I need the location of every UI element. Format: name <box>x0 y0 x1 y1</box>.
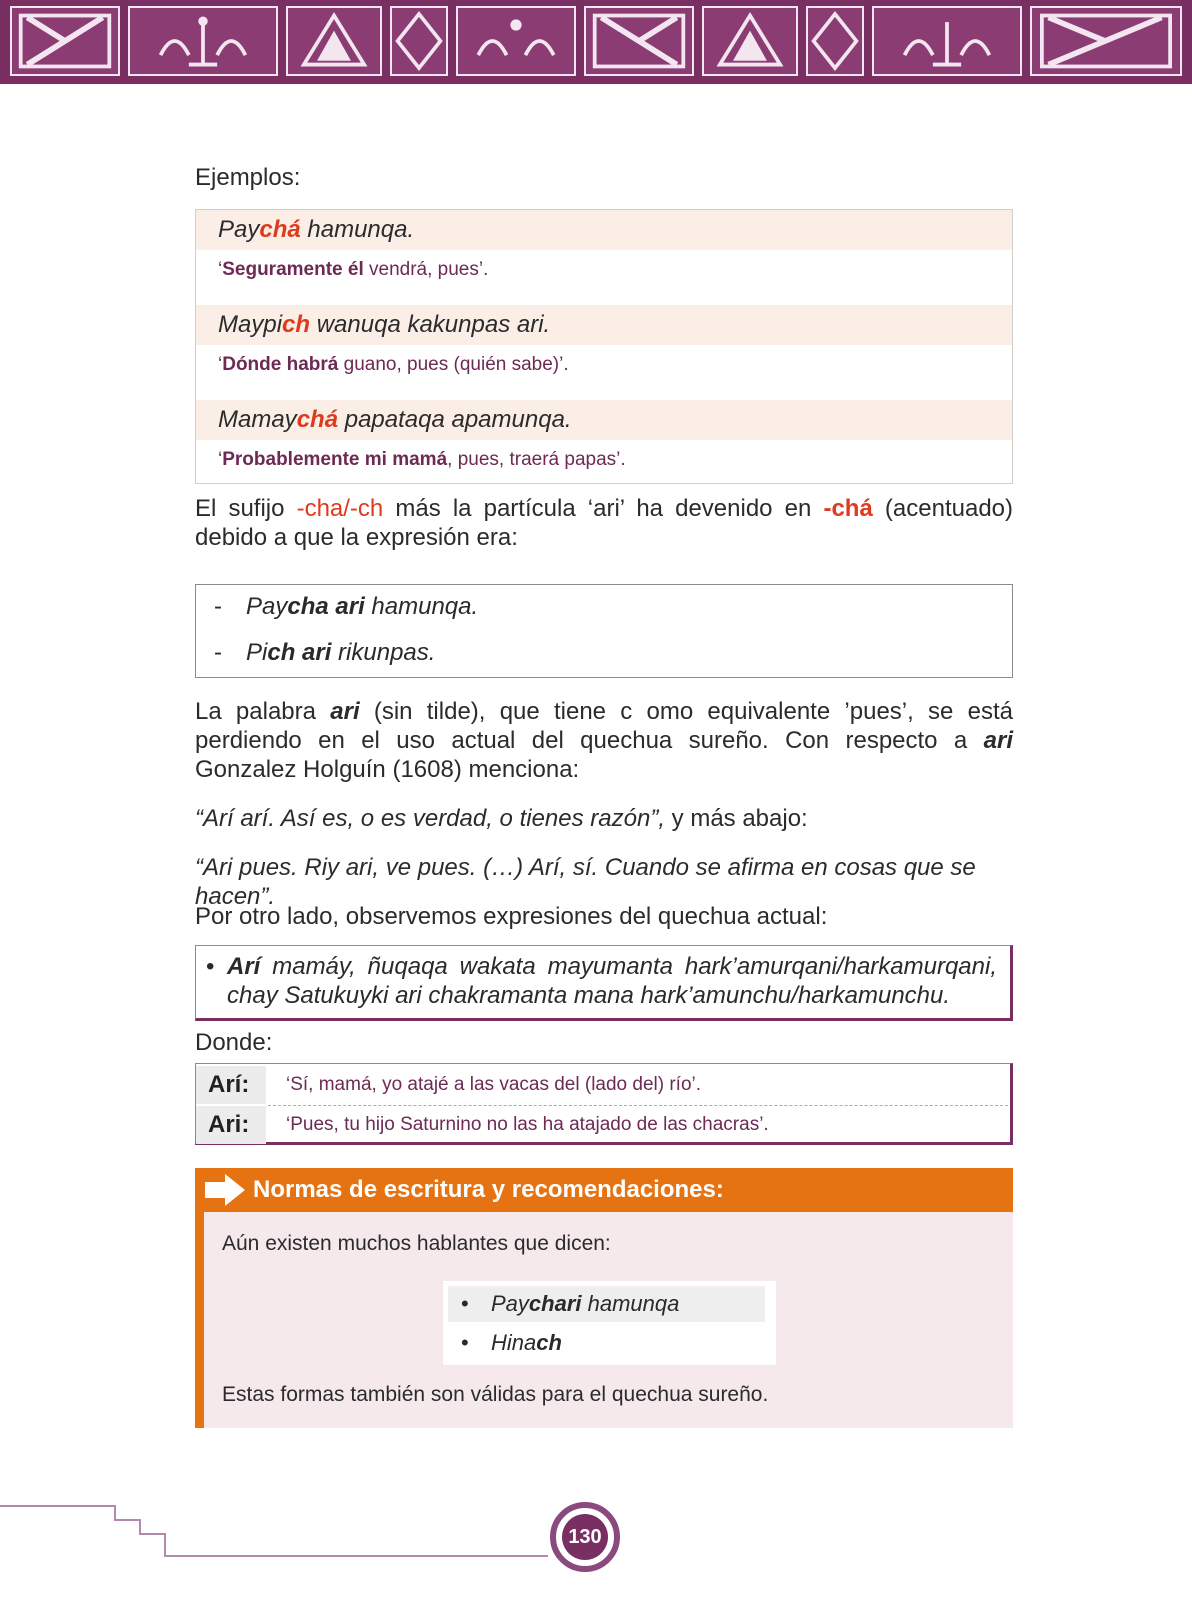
original-expression-box <box>195 584 1013 678</box>
list-item: • Hinach <box>461 1330 562 1355</box>
normas-closing: Estas formas también son válidas para el quechua sureño. <box>222 1383 769 1406</box>
list-item: - Paycha ari hamunqa. <box>214 593 479 620</box>
list-item: - Pich ari rikunpas. <box>214 639 436 666</box>
example-translation: ‘Dónde habrá guano, pues (quién sabe)’. <box>218 354 569 375</box>
quote-2: “Ari pues. Riy ari, ve pues. (…) Arí, sí. Cuando se afirma en cosas que se hacen”. <box>195 854 976 910</box>
paragraph-current: Por otro lado, observemos expresiones del quechua actual: <box>195 903 828 930</box>
example-quechua: Paychá hamunqa. <box>196 210 1012 250</box>
pattern-tile <box>806 6 864 76</box>
example-translation: ‘Seguramente él vendrá, pues’. <box>218 259 489 280</box>
definition-meaning: ‘Sí, mamá, yo atajé a las vacas del (lado del) río’. <box>286 1074 702 1095</box>
normas-examples-box <box>443 1281 776 1365</box>
arrow-right-icon <box>203 1172 247 1208</box>
paragraph-suffix: El sufijo -cha/-ch más la partícula ‘ari’ ha devenido en -chá (acentuado) debido a que la expresión era: <box>195 495 1014 551</box>
definition-label: Arí: <box>196 1066 266 1104</box>
pattern-tile <box>10 6 120 76</box>
normas-intro: Aún existen muchos hablantes que dicen: <box>222 1232 611 1255</box>
page-number: 130 <box>562 1514 608 1560</box>
paragraph-ari: La palabra ari (sin tilde), que tiene c omo equivalente ’pues’, se está perdiendo en el uso actual del quechua sureño. Con respecto a ari Gonzalez Holguín (1608) menciona: <box>195 698 1014 783</box>
list-item: • Paychari hamunqa <box>461 1291 680 1316</box>
normas-header <box>195 1168 1013 1212</box>
pattern-tile <box>702 6 798 76</box>
page-number-badge <box>550 1502 620 1572</box>
pattern-tile <box>128 6 278 76</box>
bullet: • <box>206 953 215 980</box>
example-quechua: Maypich wanuqa kakunpas ari. <box>196 305 1012 345</box>
example-sentence: Arí mamáy, ñuqaqa wakata mayumanta hark’amurqani/harkamurqani, chay Satukuyki ari chakramanta mana hark’amunchu/harkamunchu. <box>227 953 997 1009</box>
definitions-box <box>195 1063 1013 1145</box>
examples-label: Ejemplos: <box>195 164 301 191</box>
examples-box <box>195 209 1013 484</box>
pattern-tile <box>584 6 694 76</box>
pattern-tile <box>456 6 576 76</box>
example-translation: ‘Probablemente mi mamá, pues, traerá papas’. <box>218 449 626 470</box>
example-quechua: Mamaychá papataqa apamunqa. <box>196 400 1012 440</box>
pattern-tile <box>1030 6 1182 76</box>
header-banner <box>0 0 1192 84</box>
pattern-tile <box>872 6 1022 76</box>
definition-meaning: ‘Pues, tu hijo Saturnino no las ha atajado de las chacras’. <box>286 1114 769 1135</box>
example-sentence-box <box>195 945 1013 1021</box>
pattern-tile <box>286 6 382 76</box>
normas-title: Normas de escritura y recomendaciones: <box>253 1176 724 1203</box>
pattern-tile <box>390 6 448 76</box>
donde-label: Donde: <box>195 1029 273 1056</box>
footer-steps <box>0 1498 560 1568</box>
definition-label: Ari: <box>196 1106 266 1144</box>
quote-1: “Arí arí. Así es, o es verdad, o tienes razón”, y más abajo: <box>195 805 808 832</box>
